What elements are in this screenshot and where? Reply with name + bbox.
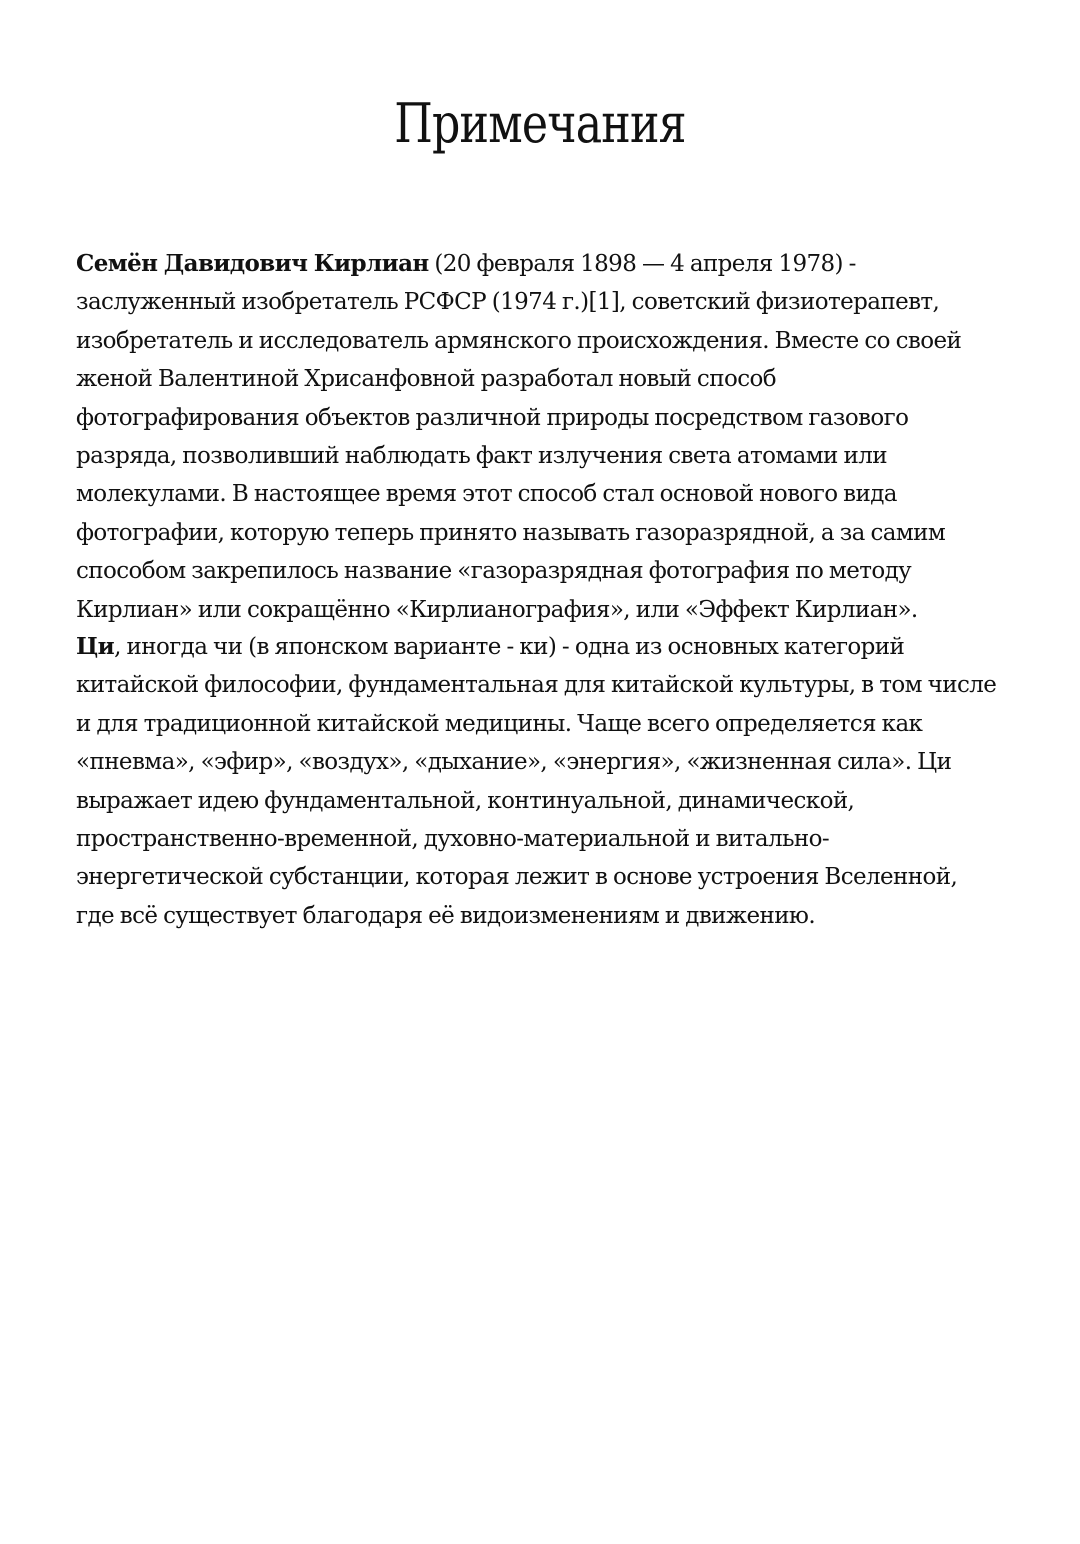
note-kirlian — [76, 245, 1000, 629]
note-term: Семён Давидович Кирлиан — [76, 250, 429, 277]
note-term: Ци — [76, 633, 115, 660]
note-text: (20 февраля 1898 — 4 апреля 1978) - заслуженный изобретатель РСФСР (1974 г.)[1], советский физиотерапевт, изобретатель и исследователь армянского происхождения. Вместе со своей женой Валентиной Хрисанфовной разработал новый способ фотографирования объектов различной природы посредством газового разряда, позволивший наблюдать факт излучения света атомами или молекулами. В настоящее время этот способ стал основой нового вида фотографии, которую теперь принято называть газоразрядной, а за самим способом закрепилось название «газоразрядная фотография по методу Кирлиан» или сокращённо «Кирлианография», или «Эффект Кирлиан». — [76, 251, 962, 623]
note-text: , иногда чи (в японском варианте - ки) - одна из основных категорий китайской философии, фундаментальная для китайской культуры, в том числе и для традиционной китайской медицины. Чаще всего определяется как «пневма», «эфир», «воздух», «дыхание», «энергия», «жизненная сила». Ци выражает идею фундаментальной, континуальной, динамической, пространственно-временной, духовно-материальной и витально-энергетической субстанции, которая лежит в основе устроения Вселенной, где всё существует благодаря её видоизменениям и движению. — [76, 634, 997, 929]
page-title: Примечания — [394, 92, 686, 155]
note-qi — [76, 628, 1000, 935]
